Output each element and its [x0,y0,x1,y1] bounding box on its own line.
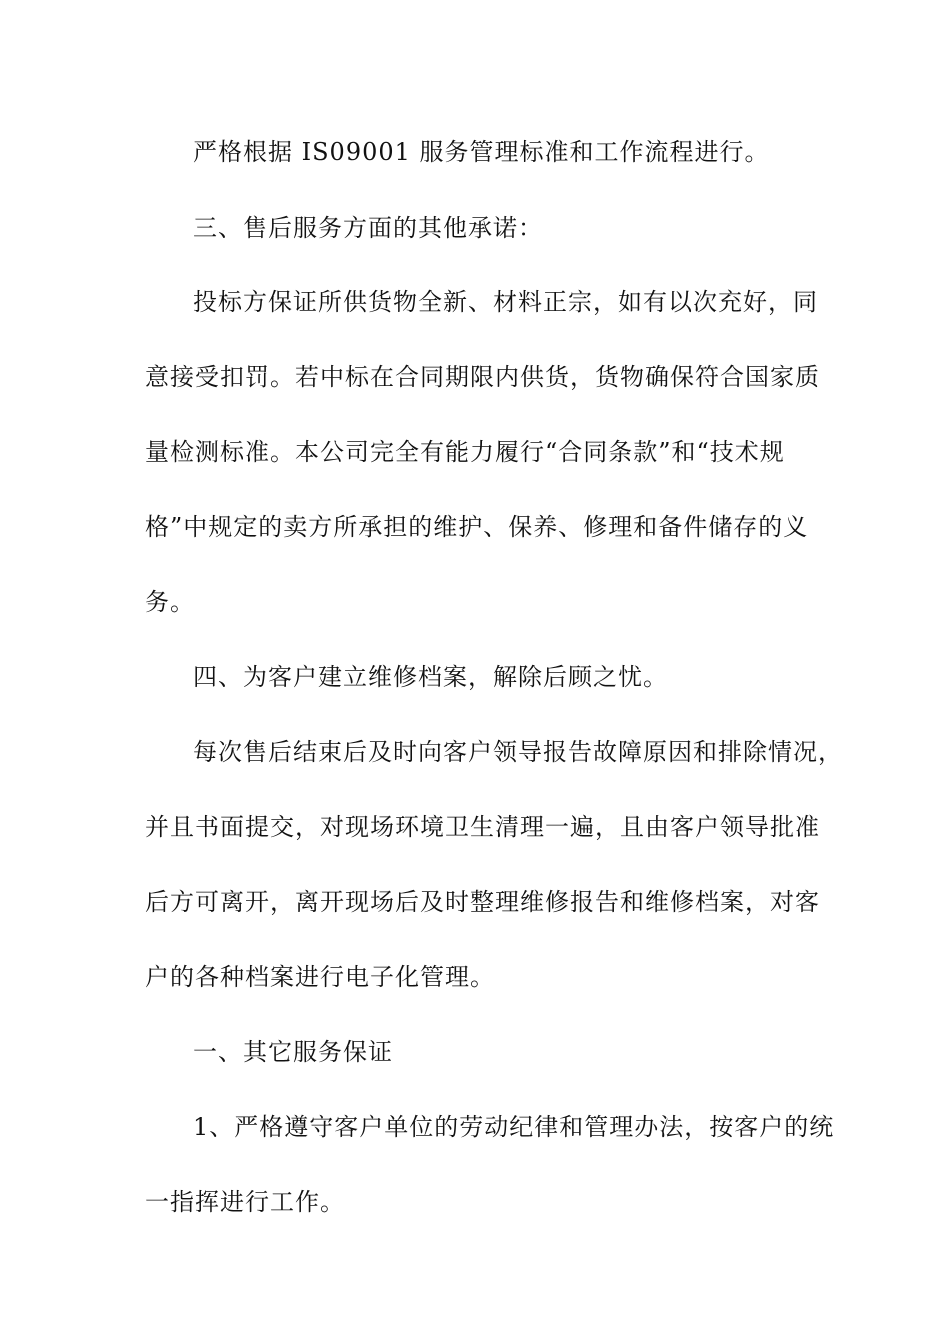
paragraph-iso-standard: 严格根据 IS09001 服务管理标准和工作流程进行。 [193,138,770,166]
paragraph-archive-line-2: 并且书面提交，对现场环境卫生清理一遍，且由客户领导批准 [145,813,820,841]
paragraph-commitment-line-4: 格”中规定的卖方所承担的维护、保养、修理和备件储存的义 [145,513,809,541]
paragraph-commitment-line-2: 意接受扣罚。若中标在合同期限内供货，货物确保符合国家质 [145,363,820,391]
paragraph-archive-line-1: 每次售后结束后及时向客户领导报告故障原因和排除情况， [193,738,843,766]
heading-section-three: 三、售后服务方面的其他承诺： [193,214,543,242]
paragraph-commitment-line-1: 投标方保证所供货物全新、材料正宗，如有以次充好，同 [193,288,818,316]
paragraph-item-one-line-2: 一指挥进行工作。 [145,1188,345,1216]
paragraph-item-one-line-1: 1、严格遵守客户单位的劳动纪律和管理办法，按客户的统 [193,1113,835,1141]
paragraph-archive-line-4: 户的各种档案进行电子化管理。 [145,963,495,991]
paragraph-commitment-line-5: 务。 [145,588,195,616]
heading-section-four: 四、为客户建立维修档案，解除后顾之忧。 [193,663,668,691]
paragraph-commitment-line-3: 量检测标准。本公司完全有能力履行“合同条款”和“技术规 [145,438,785,466]
heading-other-guarantees: 一、其它服务保证 [193,1038,393,1066]
paragraph-archive-line-3: 后方可离开，离开现场后及时整理维修报告和维修档案，对客 [145,888,820,916]
